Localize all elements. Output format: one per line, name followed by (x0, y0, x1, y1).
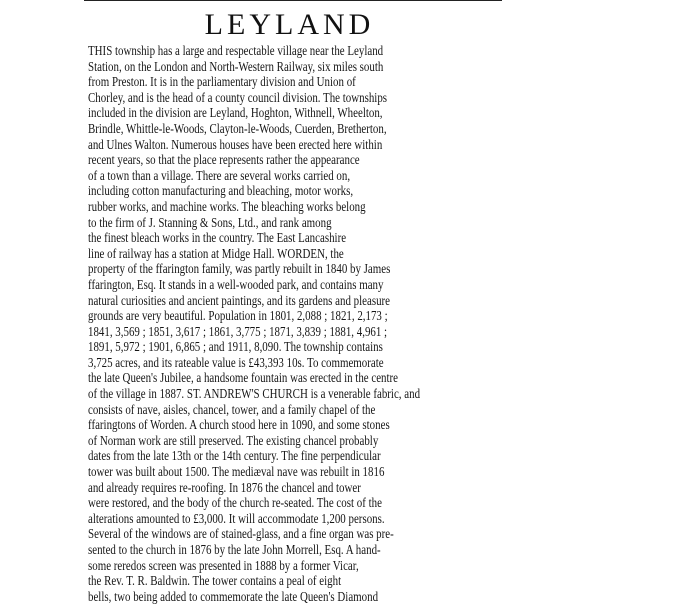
text-line: grounds are very beautiful. Population in 1801, 2,088 ; 1821, 2,173 ; (88, 309, 388, 325)
text-line: Station, on the London and North-Western Railway, six miles south (88, 59, 384, 75)
text-line: 1841, 3,569 ; 1851, 3,617 ; 1861, 3,775 ; 1871, 3,839 ; 1881, 4,961 ; (88, 324, 388, 340)
text-line: Brindle, Whittle-le-Woods, Clayton-le-Woods, Cuerden, Bretherton, (88, 121, 387, 137)
text-line: the late Queen's Jubilee, a handsome fountain was erected in the centre (88, 371, 399, 387)
text-line: property of the ffarington family, was partly rebuilt in 1840 by James (88, 262, 391, 278)
page-title: LEYLAND (204, 8, 375, 41)
text-line: Several of the windows are of stained-glass, and a fine organ was pre- (88, 527, 394, 543)
text-line: recent years, so that the place represents rather the appearance (88, 153, 360, 169)
text-line: THIS township has a large and respectable village near the Leyland (88, 44, 384, 59)
text-line: some reredos screen was presented in 1888 by a former Vicar, (88, 558, 359, 574)
text-line: of a town than a village. There are several works carried on, (88, 168, 351, 184)
text-line: included in the division are Leyland, Hoghton, Withnell, Wheelton, (88, 106, 383, 122)
text-line: from Preston. It is in the parliamentary division and Union of (88, 75, 356, 91)
text-line: 1891, 5,972 ; 1901, 6,865 ; and 1911, 8,090. The township contains (88, 340, 383, 356)
text-line: sented to the church in 1876 by the late John Morrell, Esq. A hand- (88, 543, 381, 558)
text-line: dates from the late 13th or the 14th century. The fine perpendicular (88, 449, 381, 465)
text-line: ffaringtons of Worden. A church stood here in 1090, and some stones (88, 418, 390, 434)
text-line: Chorley, and is the head of a county council division. The townships (88, 90, 388, 106)
text-line: the Rev. T. R. Baldwin. The tower contains a peal of eight (88, 574, 342, 590)
text-line: alterations amounted to £3,000. It will accommodate 1,200 persons. (88, 511, 385, 527)
text-line: to the firm of J. Stanning & Sons, Ltd., and rank among (88, 215, 332, 231)
text-line: of the village in 1887. ST. ANDREW'S CHURCH is a venerable fabric, and (88, 387, 421, 403)
text-line: 3,725 acres, and its rateable value is £43,393 10s. To commemorate (88, 355, 384, 371)
text-line: line of railway has a station at Midge Hall. WORDEN, the (88, 246, 344, 262)
text-line: the finest bleach works in the country. The East Lancashire (88, 231, 347, 247)
body-text (88, 44, 688, 605)
text-line: including cotton manufacturing and bleaching, motor works, (88, 184, 354, 200)
text-line: ffarington, Esq. It stands in a well-wooded park, and contains many (88, 277, 384, 293)
text-line: were restored, and the body of the church re-seated. The cost of the (88, 496, 382, 512)
text-line: bells, two being added to commemorate the late Queen's Diamond (88, 589, 379, 605)
top-rule (84, 0, 502, 1)
text-line: tower was built about 1500. The mediæval nave was rebuilt in 1816 (88, 465, 385, 481)
text-line: consists of nave, aisles, chancel, tower, and a family chapel of the (88, 402, 376, 418)
text-line: of Norman work are still preserved. The existing chancel probably (88, 433, 379, 449)
text-line: natural curiosities and ancient paintings, and its gardens and pleasure (88, 293, 391, 309)
text-line: and Ulnes Walton. Numerous houses have been erected here within (88, 137, 383, 153)
text-line: and already requires re-roofing. In 1876 the chancel and tower (88, 480, 361, 496)
text-line: rubber works, and machine works. The bleaching works belong (88, 199, 366, 215)
